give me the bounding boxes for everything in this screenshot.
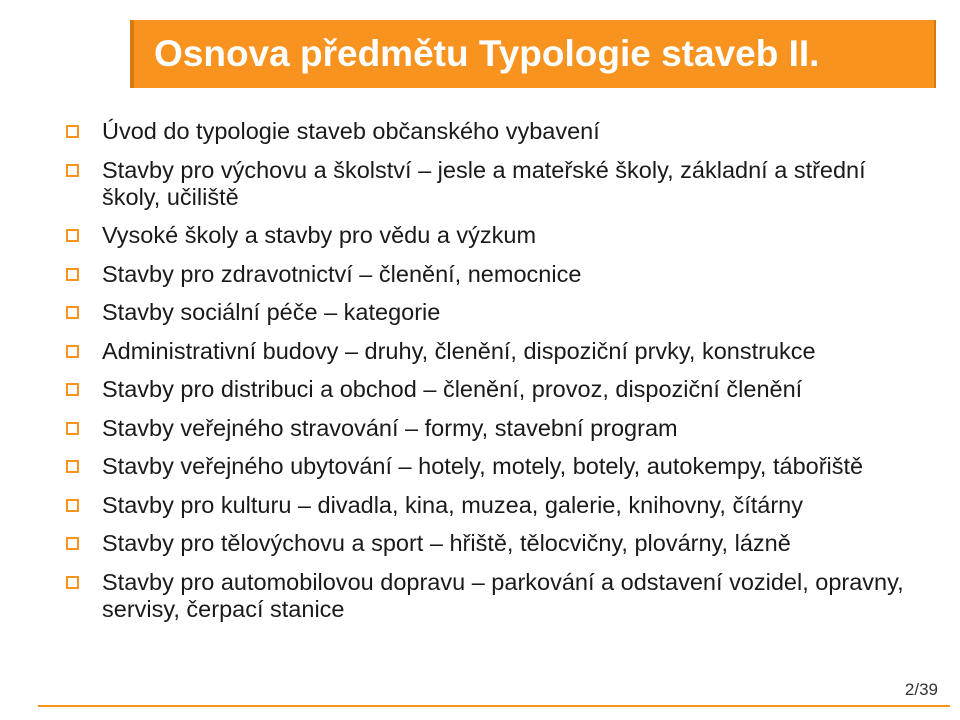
square-bullet-icon — [66, 422, 79, 435]
bullet-item — [66, 569, 926, 623]
square-bullet-icon — [66, 383, 79, 396]
bullet-item — [66, 376, 926, 403]
square-bullet-icon — [66, 306, 79, 319]
bullet-text: Administrativní budovy – druhy, členění, dispoziční prvky, konstrukce — [102, 337, 816, 364]
square-bullet-icon — [66, 268, 79, 281]
bullet-text: Stavby pro výchovu a školství – jesle a mateřské školy, základní a střední školy, učiliště — [102, 156, 866, 210]
square-bullet-icon — [66, 460, 79, 473]
bullet-text: Stavby sociální péče – kategorie — [102, 299, 441, 325]
bullet-text: Stavby pro distribuci a obchod – členění, provoz, dispoziční členění — [102, 376, 803, 402]
square-bullet-icon — [66, 164, 79, 177]
bullet-text: Stavby pro tělovýchovu a sport – hřiště, tělocvičny, plovárny, lázně — [102, 530, 791, 556]
slide-title: Osnova předmětu Typologie staveb II. — [154, 33, 820, 74]
bullet-item — [66, 415, 926, 442]
bullet-item — [66, 222, 926, 249]
square-bullet-icon — [66, 229, 79, 242]
bullet-text: Stavby pro kulturu – divadla, kina, muzea, galerie, knihovny, čítárny — [102, 491, 804, 518]
bullet-item — [66, 299, 926, 326]
footer-divider — [38, 705, 950, 707]
bullet-item — [66, 118, 926, 145]
bullet-text: Stavby pro automobilovou dopravu – parkování a odstavení vozidel, opravny, servisy, čerpací stanice — [102, 568, 904, 622]
bullet-text: Vysoké školy a stavby pro vědu a výzkum — [102, 222, 537, 248]
page-number: 2/39 — [904, 680, 938, 699]
bullet-item — [66, 338, 926, 365]
square-bullet-icon — [66, 576, 79, 589]
bullet-text: Úvod do typologie staveb občanského vybavení — [102, 118, 600, 144]
bullet-list — [66, 118, 926, 634]
bullet-text: Stavby veřejného stravování – formy, stavební program — [102, 414, 678, 441]
square-bullet-icon — [66, 537, 79, 550]
bullet-item — [66, 453, 926, 480]
square-bullet-icon — [66, 345, 79, 358]
bullet-item — [66, 157, 926, 211]
bullet-item — [66, 261, 926, 288]
square-bullet-icon — [66, 125, 79, 138]
square-bullet-icon — [66, 499, 79, 512]
bullet-item — [66, 530, 926, 557]
bullet-text: Stavby veřejného ubytování – hotely, motely, botely, autokempy, tábořiště — [102, 453, 864, 479]
bullet-item — [66, 492, 926, 519]
bullet-text: Stavby pro zdravotnictví – členění, nemocnice — [102, 260, 582, 287]
